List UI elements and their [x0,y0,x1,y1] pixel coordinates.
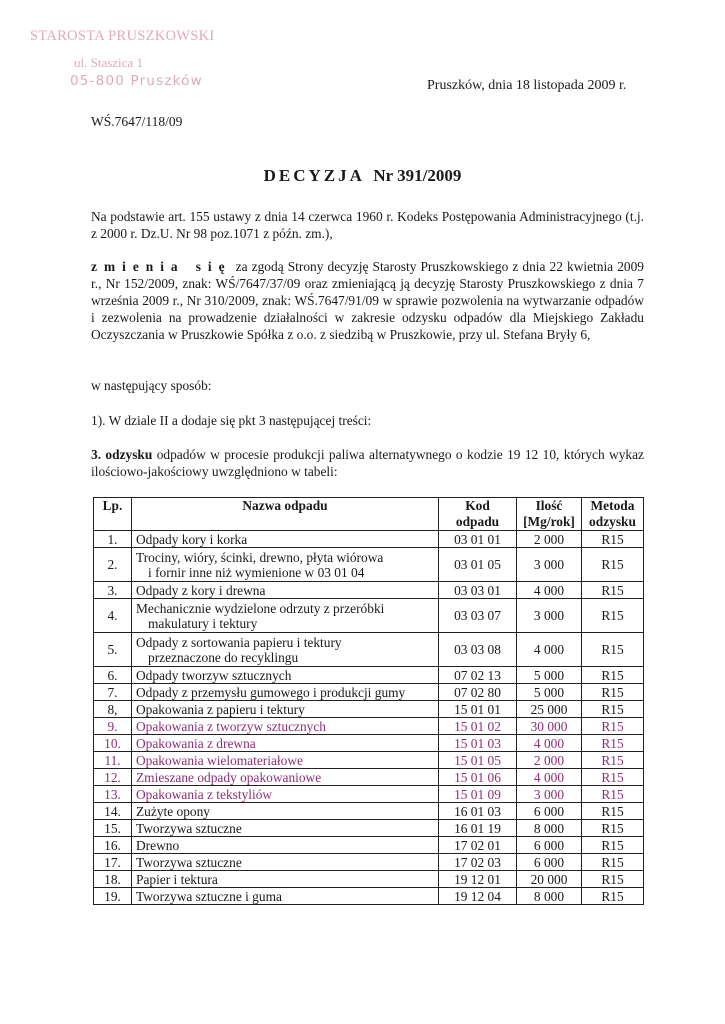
cell-method: R15 [582,888,644,905]
cell-method: R15 [582,701,644,718]
table-row [94,888,644,905]
cell-quantity: 3 000 [517,599,582,633]
cell-name: Tworzywa sztuczne [132,854,439,871]
cell-code: 15 01 05 [439,752,517,769]
section-paragraph: 1). W dziale II a dodaje się pkt 3 następującej treści: [91,413,372,428]
table-row [94,548,644,582]
cell-lp: 14. [94,803,132,820]
cell-lp: 10. [94,735,132,752]
table-row [94,684,644,701]
cell-lp: 7. [94,684,132,701]
cell-method: R15 [582,718,644,735]
cell-code: 19 12 04 [439,888,517,905]
cell-quantity: 6 000 [517,837,582,854]
cell-lp: 5. [94,633,132,667]
table-row [94,837,644,854]
table-row [94,718,644,735]
cell-quantity: 4 000 [517,735,582,752]
table-header-row [94,498,644,531]
case-reference: WŚ.7647/118/09 [91,114,183,129]
cell-name: Opakowania z tekstyliów [132,786,439,803]
decision-title [0,166,725,186]
cell-lp: 13. [94,786,132,803]
cell-method: R15 [582,854,644,871]
waste-table [93,497,644,905]
cell-quantity: 5 000 [517,684,582,701]
cell-quantity: 6 000 [517,854,582,871]
cell-lp: 6. [94,667,132,684]
cell-code: 07 02 13 [439,667,517,684]
cell-name: Trociny, wióry, ścinki, drewno, płyta wiórowa i fornir inne niż wymienione w 03 01 04 [132,548,439,582]
cell-name: Odpady z przemysłu gumowego i produkcji gumy [132,684,439,701]
cell-code: 07 02 80 [439,684,517,701]
cell-quantity: 4 000 [517,769,582,786]
table-row [94,667,644,684]
cell-code: 17 02 01 [439,837,517,854]
cell-method: R15 [582,837,644,854]
table-row [94,599,644,633]
cell-name: Opakowania z papieru i tektury [132,701,439,718]
cell-name: Odpady z kory i drewna [132,582,439,599]
cell-method: R15 [582,752,644,769]
cell-lp: 2. [94,548,132,582]
cell-method: R15 [582,871,644,888]
cell-quantity: 25 000 [517,701,582,718]
cell-lp: 11. [94,752,132,769]
cell-code: 19 12 01 [439,871,517,888]
cell-code: 03 01 01 [439,531,517,548]
header-lp: Lp. [94,498,132,531]
table-row [94,582,644,599]
cell-lp: 8, [94,701,132,718]
cell-lp: 12. [94,769,132,786]
header-method: Metoda odzysku [582,498,644,531]
cell-method: R15 [582,582,644,599]
cell-method: R15 [582,684,644,701]
cell-name: Opakowania z drewna [132,735,439,752]
cell-lp: 16. [94,837,132,854]
cell-quantity: 5 000 [517,667,582,684]
table-row [94,769,644,786]
cell-name: Odpady kory i korka [132,531,439,548]
cell-method: R15 [582,769,644,786]
amendment-text: za zgodą Strony decyzję Starosty Pruszkowskiego z dnia 22 kwietnia 2009 r., Nr 152/2009, znak: WŚ/7647/37/09 oraz zmieniającą ją decyzję Starosty Pruszkowskiego z dnia 7 września 2009 r., Nr 310/2009, znak: WŚ.7647/91/09 w sprawie pozwolenia na wytwarzanie odpadów i zezwolenia na prowadzenie działalności w zakresie odzysku odpadów dla Miejskiego Zakładu Oczyszczania w Pruszkowie Spółka z o.o. z siedzibą w Pruszkowie, przy ul. Stefana Bryły 6, [91,259,644,342]
cell-code: 15 01 01 [439,701,517,718]
cell-quantity: 30 000 [517,718,582,735]
table-row [94,752,644,769]
table-row [94,701,644,718]
cell-code: 17 02 03 [439,854,517,871]
cell-name: Opakowania wielomateriałowe [132,752,439,769]
cell-quantity: 20 000 [517,871,582,888]
cell-lp: 3. [94,582,132,599]
stamp-postal-code: 05-800 Pruszków [70,73,203,89]
cell-quantity: 3 000 [517,548,582,582]
cell-code: 15 01 09 [439,786,517,803]
recovery-text: odpadów w procesie produkcji paliwa alternatywnego o kodzie 19 12 10, których wykaz ilościowo-jakościowy uwzględniono w tabeli: [91,447,644,479]
table-body [94,531,644,905]
cell-method: R15 [582,531,644,548]
table-row [94,786,644,803]
cell-name: Opakowania z tworzyw sztucznych [132,718,439,735]
cell-code: 03 03 08 [439,633,517,667]
place-and-date: Pruszków, dnia 18 listopada 2009 r. [427,78,627,93]
cell-quantity: 8 000 [517,820,582,837]
stamp-street: ul. Staszica 1 [74,55,143,70]
cell-code: 03 01 05 [439,548,517,582]
manner-paragraph: w następujący sposób: [91,378,212,393]
cell-quantity: 2 000 [517,531,582,548]
legal-basis-paragraph: Na podstawie art. 155 ustawy z dnia 14 czerwca 1960 r. Kodeks Postępowania Administracyjnego (t.j. z 2000 r. Dz.U. Nr 98 poz.1071 z późn. zm.), [91,209,644,241]
cell-method: R15 [582,820,644,837]
cell-code: 15 01 06 [439,769,517,786]
cell-lp: 4. [94,599,132,633]
cell-method: R15 [582,548,644,582]
table-row [94,871,644,888]
table-row [94,803,644,820]
decision-word: DECYZJA [263,166,365,185]
recovery-paragraph [91,446,644,480]
amendment-paragraph [91,258,644,343]
cell-method: R15 [582,667,644,684]
header-quantity: Ilość [Mg/rok] [517,498,582,531]
cell-lp: 19. [94,888,132,905]
cell-code: 15 01 02 [439,718,517,735]
cell-lp: 1. [94,531,132,548]
recovery-heading: 3. odzysku [91,447,153,462]
cell-code: 03 03 01 [439,582,517,599]
cell-name: Odpady z sortowania papieru i tektury przeznaczone do recyklingu [132,633,439,667]
cell-name: Tworzywa sztuczne [132,820,439,837]
cell-method: R15 [582,599,644,633]
cell-code: 03 03 07 [439,599,517,633]
header-code: Kod odpadu [439,498,517,531]
cell-name: Zmieszane odpady opakowaniowe [132,769,439,786]
cell-name: Zużyte opony [132,803,439,820]
decision-number: Nr 391/2009 [373,166,462,185]
cell-method: R15 [582,735,644,752]
cell-quantity: 3 000 [517,786,582,803]
table-row [94,820,644,837]
header-name: Nazwa odpadu [132,498,439,531]
cell-quantity: 2 000 [517,752,582,769]
cell-name: Mechanicznie wydzielone odrzuty z przeróbki makulatury i tektury [132,599,439,633]
office-stamp [30,28,260,89]
amendment-keyword: zmienia się [91,259,232,274]
cell-quantity: 4 000 [517,633,582,667]
cell-code: 16 01 19 [439,820,517,837]
cell-code: 15 01 03 [439,735,517,752]
cell-lp: 18. [94,871,132,888]
cell-lp: 9. [94,718,132,735]
cell-name: Tworzywa sztuczne i guma [132,888,439,905]
cell-lp: 15. [94,820,132,837]
table-row [94,633,644,667]
table-row [94,735,644,752]
cell-quantity: 6 000 [517,803,582,820]
cell-code: 16 01 03 [439,803,517,820]
table-row [94,854,644,871]
cell-method: R15 [582,803,644,820]
cell-method: R15 [582,633,644,667]
cell-quantity: 4 000 [517,582,582,599]
cell-quantity: 8 000 [517,888,582,905]
cell-name: Odpady tworzyw sztucznych [132,667,439,684]
cell-name: Drewno [132,837,439,854]
cell-lp: 17. [94,854,132,871]
cell-method: R15 [582,786,644,803]
stamp-office-name: STAROSTA PRUSZKOWSKI [30,28,215,44]
cell-name: Papier i tektura [132,871,439,888]
table-row [94,531,644,548]
